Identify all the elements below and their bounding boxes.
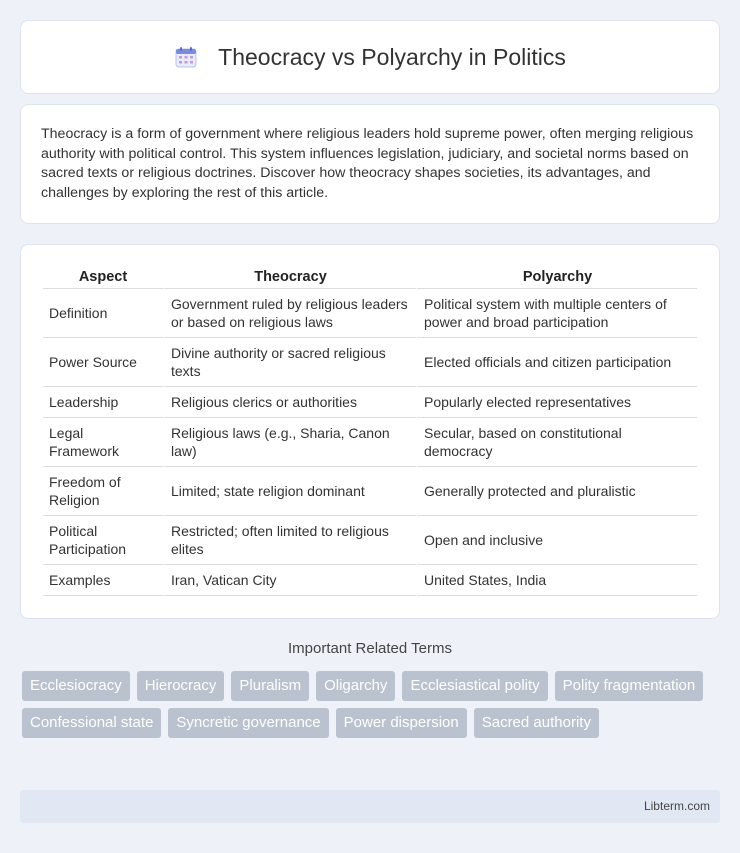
table-cell: Political system with multiple centers of power and broad participation <box>416 289 697 338</box>
related-term-tag[interactable]: Power dispersion <box>336 708 467 738</box>
table-cell: Religious clerics or authorities <box>163 387 416 418</box>
table-cell: Popularly elected representatives <box>416 387 697 418</box>
table-cell: Leadership <box>43 387 163 418</box>
table-header-row <box>43 265 697 289</box>
related-term-tag[interactable]: Hierocracy <box>137 671 225 701</box>
table-cell: Secular, based on constitutional democracy <box>416 418 697 467</box>
table-cell: Open and inclusive <box>416 516 697 565</box>
related-term-tag[interactable]: Confessional state <box>22 708 161 738</box>
table-row <box>43 289 697 338</box>
related-terms-tags <box>22 671 722 738</box>
table-cell: Definition <box>43 289 163 338</box>
table-cell: Iran, Vatican City <box>163 565 416 596</box>
related-term-tag[interactable]: Sacred authority <box>474 708 599 738</box>
page-title: Theocracy vs Polyarchy in Politics <box>218 43 566 70</box>
table-cell: Political Participation <box>43 516 163 565</box>
related-term-tag[interactable]: Polity fragmentation <box>555 671 704 701</box>
footer-site-link[interactable]: Libterm.com <box>643 799 710 813</box>
intro-card <box>20 104 720 224</box>
footer <box>20 790 720 823</box>
related-term-tag[interactable]: Pluralism <box>231 671 309 701</box>
header-card <box>20 20 720 94</box>
related-term-tag[interactable]: Oligarchy <box>316 671 395 701</box>
table-cell: Generally protected and pluralistic <box>416 467 697 516</box>
calendar-icon <box>174 45 198 69</box>
table-cell: Power Source <box>43 338 163 387</box>
related-term-tag[interactable]: Ecclesiocracy <box>22 671 130 701</box>
table-row <box>43 565 697 596</box>
table-cell: Restricted; often limited to religious elites <box>163 516 416 565</box>
column-header-theocracy: Theocracy <box>163 265 416 289</box>
table-row <box>43 338 697 387</box>
related-term-tag[interactable]: Ecclesiastical polity <box>402 671 547 701</box>
table-cell: United States, India <box>416 565 697 596</box>
column-header-aspect: Aspect <box>43 265 163 289</box>
table-cell: Freedom of Religion <box>43 467 163 516</box>
related-term-tag[interactable]: Syncretic governance <box>168 708 328 738</box>
table-cell: Legal Framework <box>43 418 163 467</box>
related-terms-title: Important Related Terms <box>288 640 452 657</box>
table-cell: Elected officials and citizen participation <box>416 338 697 387</box>
table-row <box>43 516 697 565</box>
table-row <box>43 418 697 467</box>
table-row <box>43 467 697 516</box>
table-cell: Divine authority or sacred religious texts <box>163 338 416 387</box>
table-cell: Limited; state religion dominant <box>163 467 416 516</box>
column-header-polyarchy: Polyarchy <box>416 265 697 289</box>
intro-text: Theocracy is a form of government where religious leaders hold supreme power, often merging religious authority with political control. This system influences legislation, judiciary, and societal norms based on sacred texts or religious doctrines. Discover how theocracy shapes societies, its advantages, and challenges by exploring the rest of this article. <box>41 126 694 201</box>
table-cell: Government ruled by religious leaders or based on religious laws <box>163 289 416 338</box>
comparison-table <box>43 265 697 596</box>
table-cell: Examples <box>43 565 163 596</box>
table-row <box>43 387 697 418</box>
comparison-table-card <box>20 244 720 619</box>
table-cell: Religious laws (e.g., Sharia, Canon law) <box>163 418 416 467</box>
